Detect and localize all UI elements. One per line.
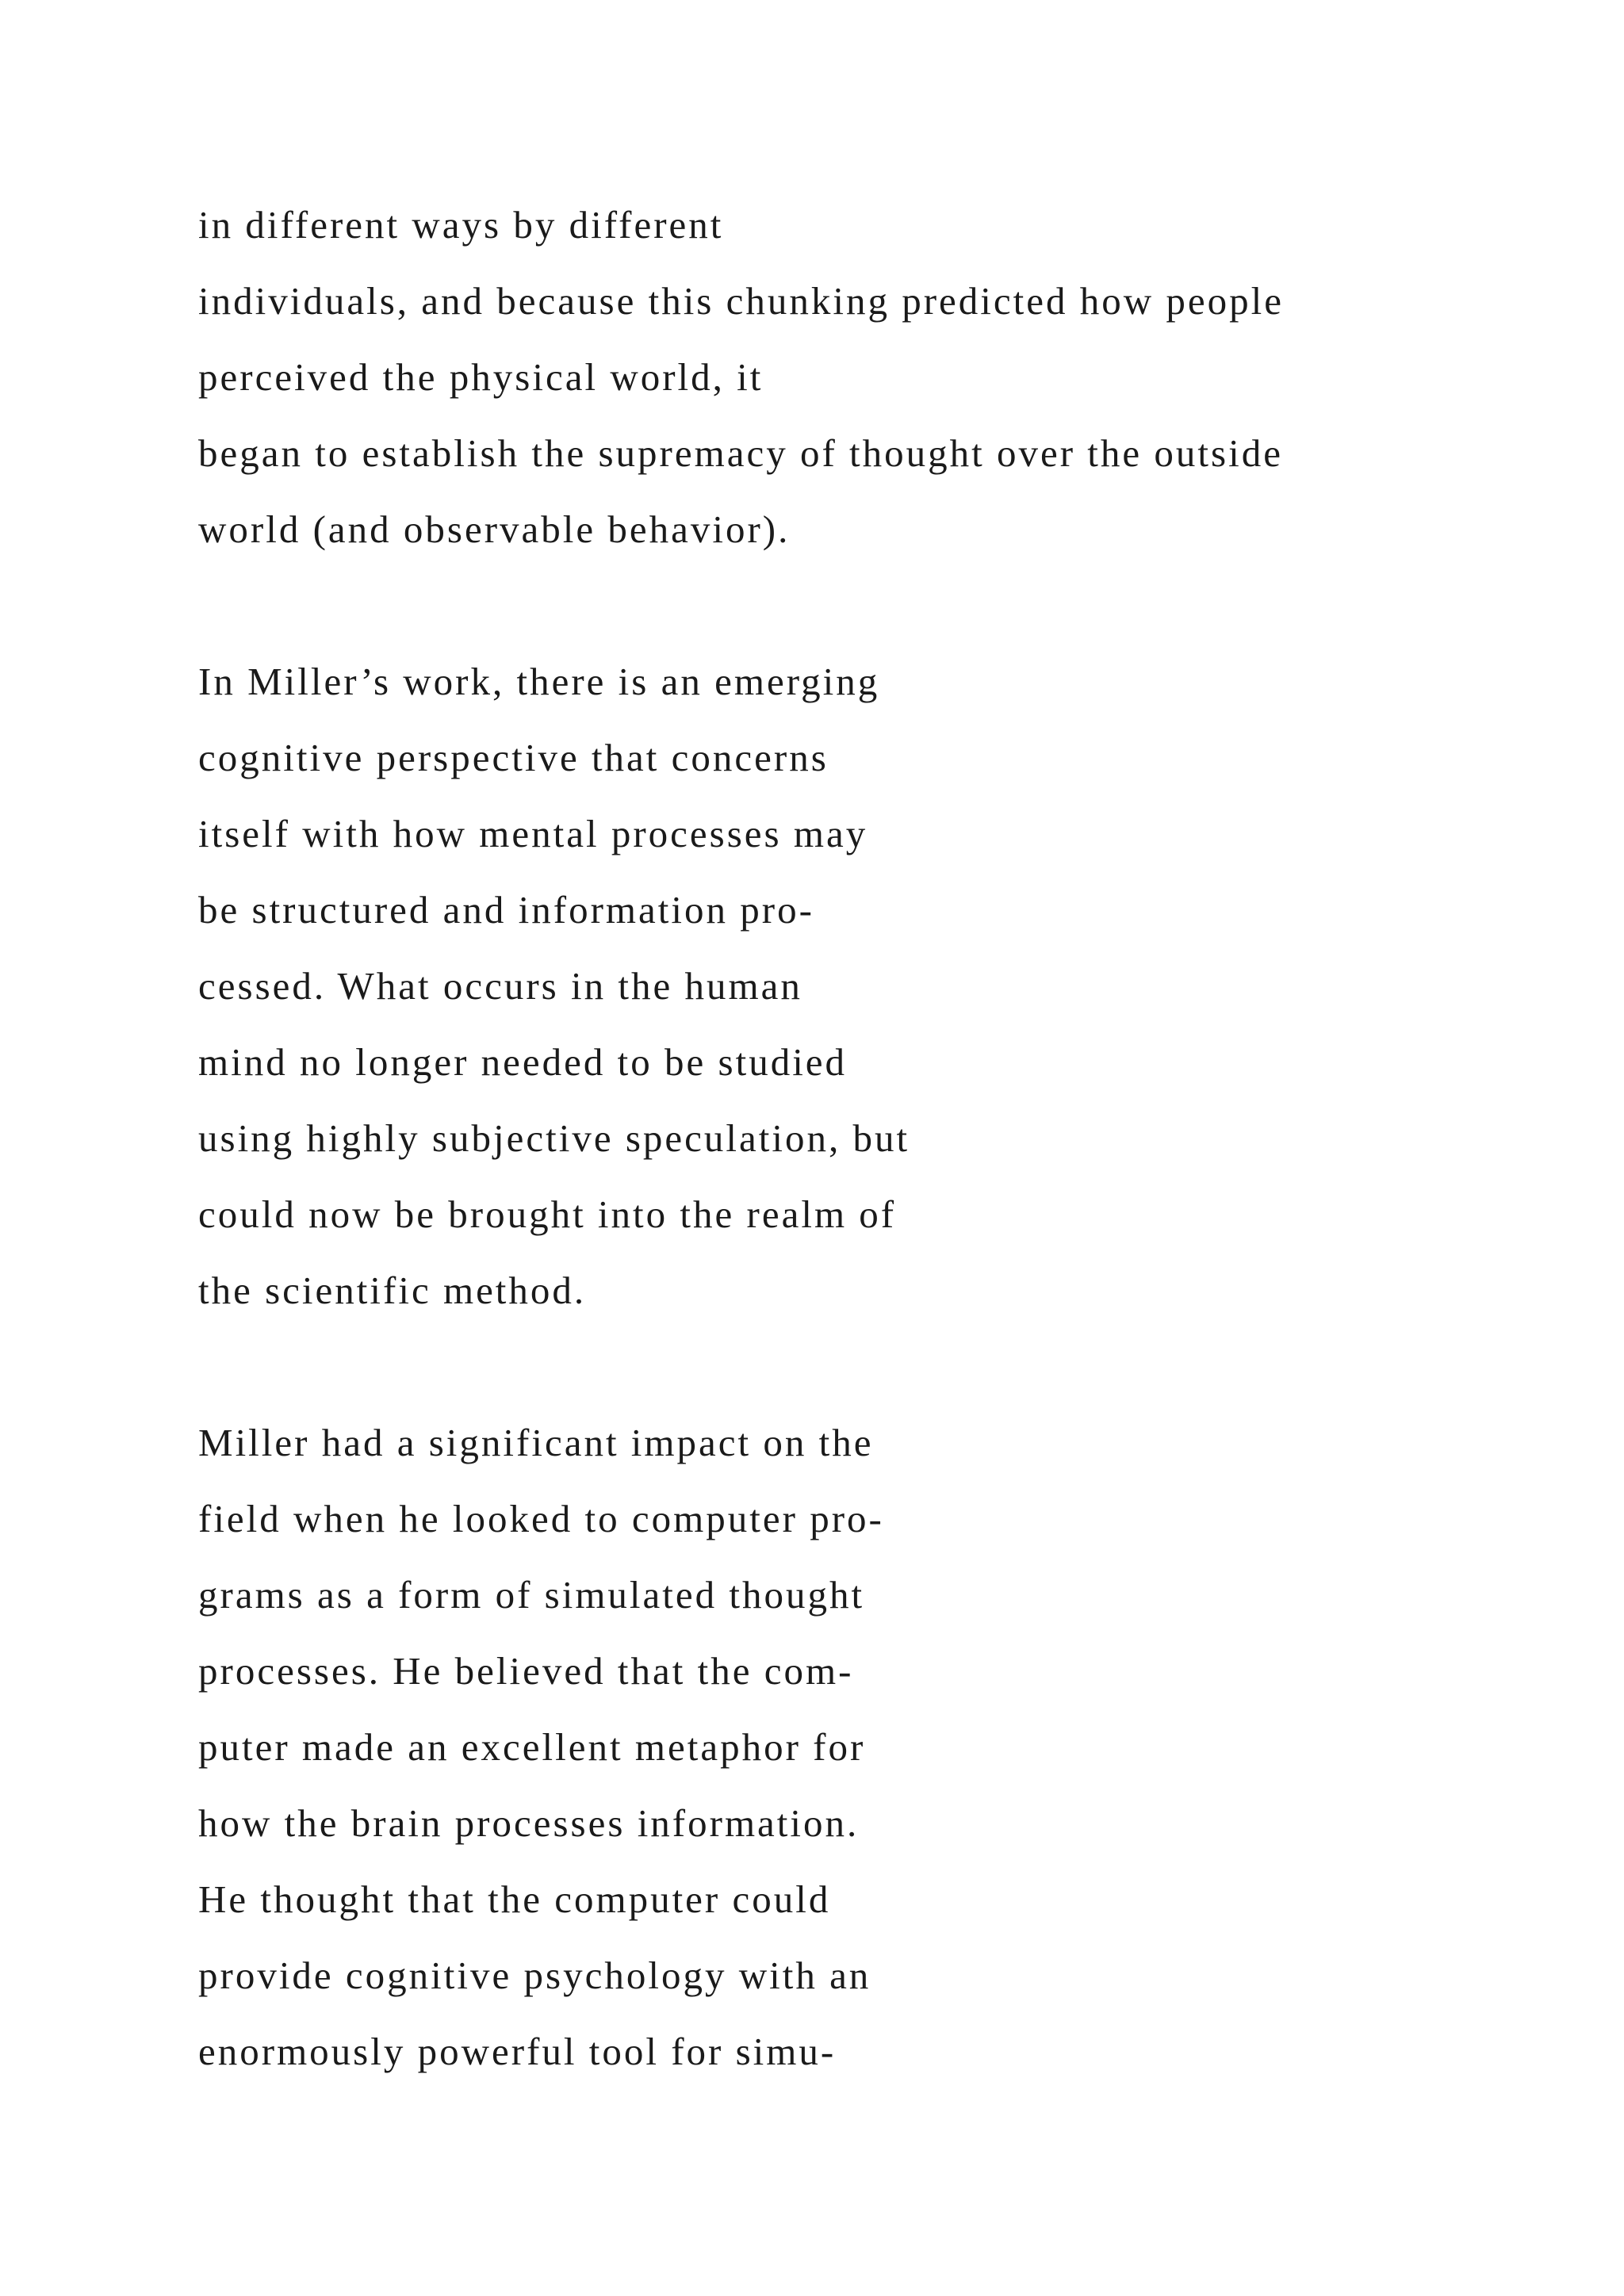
paragraph-2 — [198, 644, 1594, 1329]
text-line: individuals, and because this chunking predicted how people — [198, 279, 1285, 323]
text-line: field when he looked to computer pro- — [198, 1497, 884, 1540]
text-line: how the brain processes information. — [198, 1801, 860, 1845]
text-line: cessed. What occurs in the human — [198, 964, 802, 1008]
text-line: cognitive perspective that concerns — [198, 736, 829, 779]
text-line: using highly subjective speculation, but — [198, 1116, 910, 1160]
text-line: the scientific method. — [198, 1269, 587, 1312]
text-line: Miller had a significant impact on the — [198, 1421, 874, 1464]
text-line: He thought that the computer could — [198, 1877, 831, 1921]
text-line: itself with how mental processes may — [198, 812, 868, 855]
text-line: be structured and information pro- — [198, 888, 814, 932]
text-line: world (and observable behavior). — [198, 507, 791, 551]
paragraph-1 — [198, 187, 1594, 568]
text-line: puter made an excellent metaphor for — [198, 1725, 866, 1769]
paragraph-3 — [198, 1405, 1594, 2090]
text-line: could now be brought into the realm of — [198, 1192, 897, 1236]
text-line: In Miller’s work, there is an emerging — [198, 660, 880, 703]
text-line: provide cognitive psychology with an — [198, 1954, 871, 1997]
text-line: grams as a form of simulated thought — [198, 1573, 865, 1617]
text-line: enormously powerful tool for simu- — [198, 2030, 837, 2073]
text-line: in different ways by different — [198, 203, 724, 247]
text-line: began to establish the supremacy of thought over the outside — [198, 431, 1283, 475]
text-line: perceived the physical world, it — [198, 355, 764, 399]
text-line: processes. He believed that the com- — [198, 1649, 854, 1693]
body-text — [198, 187, 1594, 2090]
text-line: mind no longer needed to be studied — [198, 1040, 848, 1084]
